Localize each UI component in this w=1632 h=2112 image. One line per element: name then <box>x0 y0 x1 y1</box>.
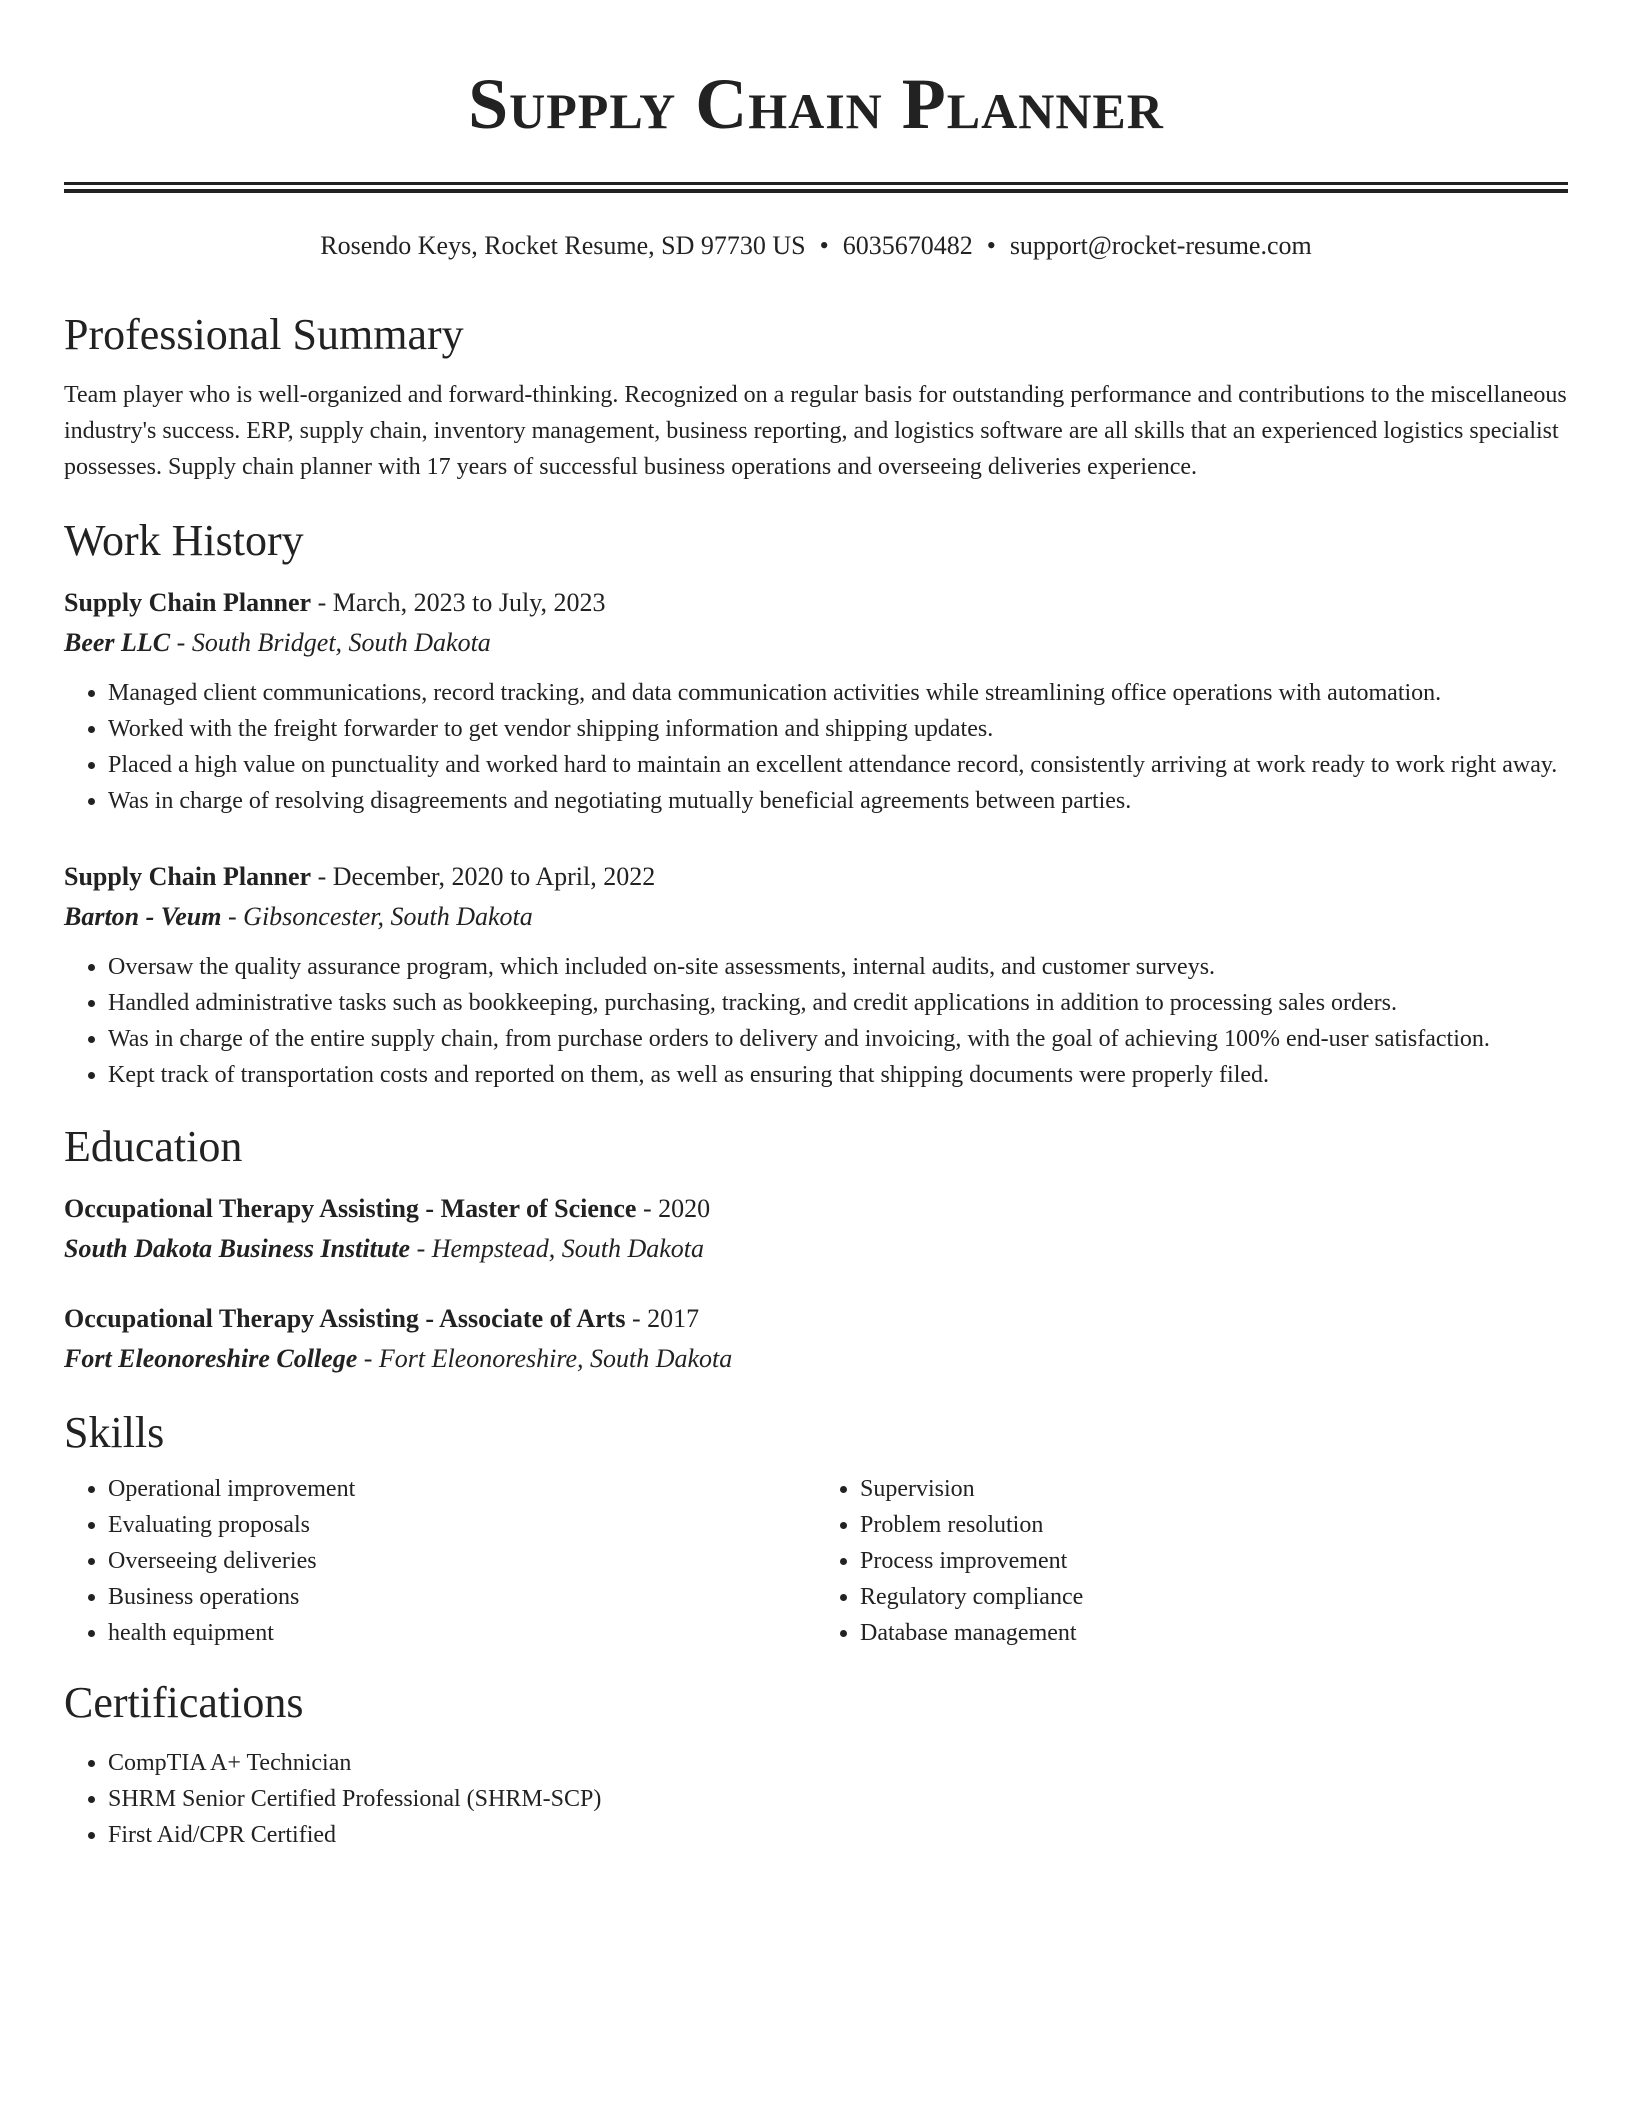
skill-item: • Supervision <box>860 1471 1568 1507</box>
work-history-heading: Work History <box>64 516 304 565</box>
degree-name: Occupational Therapy Assisting - Master of Science <box>64 1194 637 1223</box>
job-bullet: • Was in charge of resolving disagreements and negotiating mutually beneficial agreements between parties. <box>108 783 1568 819</box>
job-entry <box>64 857 1568 1093</box>
skill-item: • Process improvement <box>860 1543 1568 1579</box>
contact-address: Rosendo Keys, Rocket Resume, SD 97730 US <box>320 231 806 260</box>
education-entry <box>64 1189 1568 1269</box>
school-location: Hempstead, South Dakota <box>431 1234 704 1263</box>
education-heading: Education <box>64 1122 243 1171</box>
job-company: Barton - Veum <box>64 902 222 931</box>
job-location: South Bridget, South Dakota <box>191 628 491 657</box>
skills-column-left <box>64 1471 816 1651</box>
job-company-line: Barton - Veum - Gibsoncester, South Dakota <box>64 902 533 931</box>
contact-separator: • <box>819 231 829 260</box>
job-role: Supply Chain Planner <box>64 588 312 617</box>
title-divider <box>64 182 1568 193</box>
job-bullets <box>64 949 1568 1093</box>
job-title-line: Supply Chain Planner - March, 2023 to July, 2023 <box>64 588 606 617</box>
job-dates: March, 2023 to July, 2023 <box>332 588 606 617</box>
skill-item: • Database management <box>860 1615 1568 1651</box>
job-dates: December, 2020 to April, 2022 <box>332 862 656 891</box>
summary-heading: Professional Summary <box>64 310 464 359</box>
skill-item: • Evaluating proposals <box>108 1507 816 1543</box>
skill-item: • Overseeing deliveries <box>108 1543 816 1579</box>
skills-grid <box>64 1471 1568 1651</box>
skills-column-right <box>816 1471 1568 1651</box>
job-entry <box>64 583 1568 819</box>
job-company-line: Beer LLC - South Bridget, South Dakota <box>64 628 491 657</box>
skill-item: • Business operations <box>108 1579 816 1615</box>
degree-name: Occupational Therapy Assisting - Associate of Arts <box>64 1304 626 1333</box>
skills-heading: Skills <box>64 1408 165 1457</box>
degree-year: 2020 <box>658 1194 711 1223</box>
degree-line: Occupational Therapy Assisting - Master of Science - 2020 <box>64 1194 711 1223</box>
school-name: South Dakota Business Institute <box>64 1234 411 1263</box>
job-bullet: • Kept track of transportation costs and reported on them, as well as ensuring that shipping documents were properly filed. <box>108 1057 1568 1093</box>
contact-phone: 6035670482 <box>842 231 973 260</box>
school-line: Fort Eleonoreshire College - Fort Eleonoreshire, South Dakota <box>64 1344 733 1373</box>
job-location: Gibsoncester, South Dakota <box>243 902 533 931</box>
job-role: Supply Chain Planner <box>64 862 312 891</box>
summary-text: Team player who is well-organized and forward-thinking. Recognized on a regular basis for outstanding performance and contributions to the miscellaneous industry's success. ERP, supply chain, inventory management, business reporting, and logistics software are all skills that an experienced logistics specialist possesses. Supply chain planner with 17 years of successful business operations and overseeing deliveries experience. <box>64 382 1567 480</box>
school-location: Fort Eleonoreshire, South Dakota <box>378 1344 733 1373</box>
job-bullet: • Managed client communications, record tracking, and data communication activities while streamlining office operations with automation. <box>108 675 1568 711</box>
job-company: Beer LLC <box>64 628 171 657</box>
job-bullet: • Was in charge of the entire supply chain, from purchase orders to delivery and invoicing, with the goal of achieving 100% end-user satisfaction. <box>108 1021 1568 1057</box>
certifications-list <box>64 1745 1568 1853</box>
degree-line: Occupational Therapy Assisting - Associate of Arts - 2017 <box>64 1304 700 1333</box>
skill-item: • health equipment <box>108 1615 816 1651</box>
school-name: Fort Eleonoreshire College <box>64 1344 358 1373</box>
resume-title: Supply Chain Planner <box>468 64 1164 144</box>
skill-item: • Operational improvement <box>108 1471 816 1507</box>
skill-item: • Regulatory compliance <box>860 1579 1568 1615</box>
certifications-heading: Certifications <box>64 1678 304 1727</box>
job-bullet: • Handled administrative tasks such as bookkeeping, purchasing, tracking, and credit applications in addition to processing sales orders. <box>108 985 1568 1021</box>
contact-email: support@rocket-resume.com <box>1009 231 1312 260</box>
job-title-line: Supply Chain Planner - December, 2020 to April, 2022 <box>64 862 656 891</box>
job-bullet: • Worked with the freight forwarder to get vendor shipping information and shipping updates. <box>108 711 1568 747</box>
skill-item: • Problem resolution <box>860 1507 1568 1543</box>
job-bullets <box>64 675 1568 819</box>
degree-year: 2017 <box>647 1304 700 1333</box>
certification-item: • SHRM Senior Certified Professional (SHRM-SCP) <box>108 1781 1568 1817</box>
job-bullet: • Placed a high value on punctuality and worked hard to maintain an excellent attendance record, consistently arriving at work ready to work right away. <box>108 747 1568 783</box>
job-bullet: • Oversaw the quality assurance program, which included on-site assessments, internal audits, and customer surveys. <box>108 949 1568 985</box>
education-entry <box>64 1299 1568 1379</box>
contact-line <box>64 229 1568 263</box>
contact-separator: • <box>986 231 996 260</box>
certification-item: • CompTIA A+ Technician <box>108 1745 1568 1781</box>
certification-item: • First Aid/CPR Certified <box>108 1817 1568 1853</box>
school-line: South Dakota Business Institute - Hempstead, South Dakota <box>64 1234 704 1263</box>
